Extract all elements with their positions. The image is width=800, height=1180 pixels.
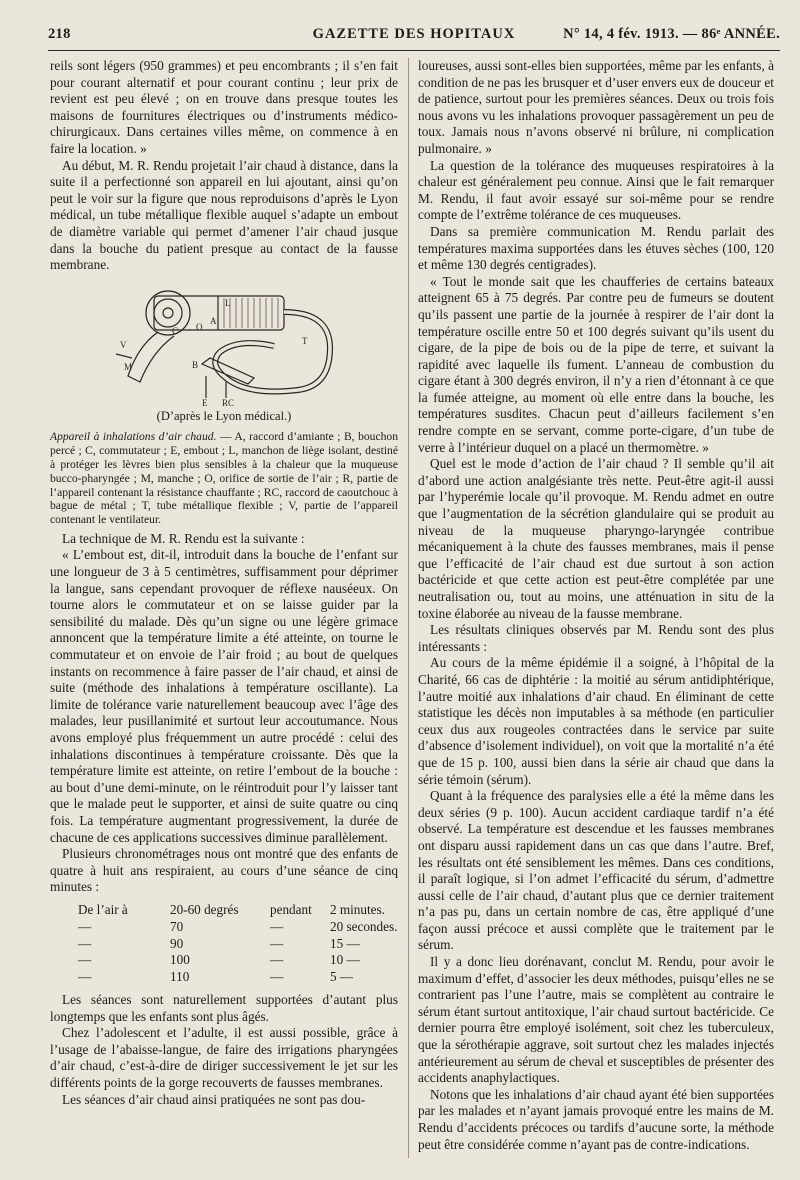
paragraph: Au cours de la même épidémie il a soigné, à l’hôpital de la Charité, 66 cas de diphtérie : la moitié au sérum antidiphtérique, l’autre moitié aux inhalations d’air chaud. En éliminant de cette statistique les décès non imputables à sa méthode (en particulier ceux dus aux rougeoles contractées dans le service par suite d’absence d’isolement individuel), on voit que la mortalité n’a été que de 15 p. 100, aussi bien dans la série air chaud que dans la série témoin (sérum). [418, 655, 774, 787]
apparatus-figure [98, 286, 348, 406]
table-cell: — [270, 918, 284, 934]
figure-legend [50, 430, 398, 527]
figure-label: L [225, 297, 231, 308]
figure-label: V [120, 339, 127, 350]
figure-label: T [302, 335, 308, 346]
table-cell: 90 [170, 935, 184, 951]
table-row [50, 969, 398, 986]
paragraph: Quel est le mode d’action de l’air chaud ? Il semble qu’il ait d’abord une action analgésiante très nette. Peut-être agit-il aussi par l’hyperémie locale qu’il provoque. M. Rendu admet en outre que l’augmentation de la sécrétion glandulaire qui se produit au niveau de la muqueuse pharyngo-laryngée contribue mécaniquement à la chute des fausses membranes, mais il pense que l’efficacité de l’air chaud est due surtout à son action bactéricide et que cette action est peut-être complétée par une neutralisation ou, tout au moins, une atténuation in situ de la toxine élaborée au niveau de la fausse membrane. [418, 456, 774, 621]
paragraph: Quant à la fréquence des paralysies elle a été la même dans les deux séries (9 p. 100). Aucun accident cardiaque tardif n’a été observé. La température est descendue et les fausses membranes ont disparu aussi rapidement dans un cas que dans l’autre. Bref, les résultats ont été sensiblement les mêmes. Dans ces conditions, il paraît logique, si l’on admet l’efficacité du sérum, d’admettre aussi celle de l’air chaud, d’autant plus que ce dernier traitement n’a pas pu, dans un certain nombre de cas, être appliqué d’une façon aussi précoce et aussi complète que le traitement par le sérum. [418, 788, 774, 953]
paragraph: Au début, M. R. Rendu projetait l’air chaud à distance, dans la suite il a perfectionné son appareil en lui ajoutant, ainsi qu’on peut le voir sur la figure que nous reproduisons d’après le Lyon médical, un tube métallique flexible auquel s’adapte un embout de diamètre variable qui permet d’amener l’air chaud jusque dans la bouche du patient presque au contact de la fausse membrane. [50, 157, 398, 273]
figure-label: E [202, 397, 208, 406]
paragraph: Notons que les inhalations d’air chaud ayant été bien supportées par les malades et n’ayant jamais provoqué entre les mains de M. Rendu d’accidents précoces ou tardifs d’aucune sorte, la méthode peut être considérée comme n’ayant pas de contre-indications. [418, 1086, 774, 1152]
subheading: La technique de M. R. Rendu est la suivante : [62, 530, 305, 546]
paragraph: « L’embout est, dit-il, introduit dans la bouche de l’enfant sur une longueur de 3 à 5 centimètres, suffisamment pour déprimer la langue, sans cependant provoquer de réflexe nauséeux. On tourne alors le commutateur et on se laisse guider par la sensibilité du malade. Dès qu’un signe ou une légère grimace annoncent que la température limite a été atteinte, on tourne le commutateur et on envoie de l’air froid ; au bout de quelques instants on recommence à faire passer de l’air chaud, et ainsi de suite (méthode des inhalations à température oscillante). La limite de tolérance varie naturellement beaucoup avec l’âge des malades, leur pusillanimité et surtout leur accoutumance. Nous avons employé plus fréquemment un autre procédé : celui des inhalations discontinues à température croissante. Dès que la température limite est atteinte, on retire l’embout de la bouche : au bout d’une demi-minute, on le réintroduit pour l’y laisser tant que le malade peut le supporter, et ainsi de suite quatre ou cinq fois. La température augmentant progressivement, la durée de chacune de ces applications successives diminue parallèlement. [50, 547, 398, 845]
table-cell: pendant [270, 901, 312, 917]
figure-label: C [172, 325, 179, 336]
figure-label: A [210, 315, 217, 326]
issue-info: N° 14, 4 fév. 1913. — 86ᵉ ANNÉE. [563, 26, 780, 42]
figure-label: O [196, 321, 203, 332]
table-cell: 70 [170, 918, 184, 934]
paragraph: Dans sa première communication M. Rendu parlait des températures maxima supportées dans les étuves sèches (100, 120 et même 130 degrés centigrades). [418, 223, 774, 273]
table-cell: — [78, 918, 92, 934]
table-cell: 5 — [330, 969, 354, 985]
journal-title: GAZETTE DES HOPITAUX [312, 26, 516, 42]
table-cell: — [270, 935, 284, 951]
table-row [50, 952, 398, 969]
paragraph: loureuses, aussi sont-elles bien supportées, même par les enfants, à condition de ne pas les brusquer et d’user envers eux de douceur et de patience, surtout pour les premières séances. Deux ou trois fois nous avons vu les inhalations provoquer passagèrement un peu de toux. Jamais nous n’avons observé ni brûlure, ni complication pulmonaire. » [418, 58, 774, 156]
legend-text: — A, raccord d’amiante ; B, bouchon percé ; C, commutateur ; E, embout ; L, manchon de liège isolant, destiné à protéger les lèvres bien plus sensibles à la chaleur que la muqueuse bucco-pharyngée ; M, manche ; O, orifice de sortie de l’air ; R, partie de l’appareil contenant la résistance chauffante ; RC, raccord de caoutchouc à bague de métal ; T, tube métallique flexible ; V, partie de l’appareil contenant le ventilateur. [50, 430, 398, 527]
table-row [50, 902, 398, 919]
left-column [50, 58, 398, 1108]
paragraph: reils sont légers (950 grammes) et peu encombrants ; il s’en fait pour courant alternatif et pour courant continu ; leur prix de revient est peu élevé ; on en trouve dans presque toutes les maisons de fournitures électriques ou d’instruments médico-chirurgicaux. Dans certaines villes même, on commence à en faire la location. » [50, 58, 398, 156]
table-cell: — [270, 969, 284, 985]
table-cell: 100 [170, 952, 190, 968]
paragraph: Plusieurs chronométrages nous ont montré que des enfants de quatre à huit ans respiraient, au cours d’une séance de cinq minutes : [50, 846, 398, 895]
table-cell: 15 — [330, 935, 360, 951]
table-cell: De l’air à [78, 901, 128, 917]
table-cell: 20-60 degrés [170, 901, 239, 917]
paragraph: Les séances d’air chaud ainsi pratiquées ne sont pas dou- [62, 1091, 366, 1107]
paragraph: Les résultats cliniques observés par M. Rendu sont des plus intéressants : [418, 622, 774, 654]
header-rule [48, 50, 780, 51]
paragraph: « Tout le monde sait que les chaufferies de certains bateaux atteignent 65 à 75 degrés. Par contre peu de fumeurs se doutent qu’ils passent une partie de la journée à respirer de l’air dont la température oscille entre 50 et 100 degrés suivant qu’ils usent du cigare, de la pipe de bois ou de la pipe de terre, et suivant la rapidité avec laquelle ils fument. L’anneau de combustion du cigare étant à 300 degrés environ, il n’y a rien d’étonnant à ce que la fumée atteigne, au moment où elle entre dans la bouche, les températures susdites. Chacun peut d’ailleurs facilement s’en rendre compte en se servant, comme porte-cigare, d’un tube de verre à l’intérieur duquel on a placé un thermomètre. » [418, 273, 774, 455]
right-column [418, 58, 774, 1153]
apparatus-drawing [98, 286, 348, 406]
table-cell: 10 — [330, 952, 360, 968]
paragraph: Il y a donc lieu dorénavant, conclut M. Rendu, pour avoir le maximum d’effet, d’associer les deux méthodes, puisqu’elles ne se contrarient pas l’une l’autre, mais se complètent au contraire le sérum étant surtout antitoxique, l’air chaud surtout bactéricide. Ce dernier pourra être employé isolément, soit chez les tuberculeux, que la sérothérapie aggrave, soit surtout chez les malades injectés antérieurement au sérum de cheval et susceptibles de présenter des accidents anaphylactiques. [418, 954, 774, 1086]
table-cell: 2 minutes. [330, 901, 385, 917]
table-cell: 110 [170, 969, 190, 985]
figure-caption: (D’après le Lyon médical.) [156, 408, 292, 423]
paragraph: Les séances sont naturellement supportées d’autant plus longtemps que les enfants sont plus âgés. [50, 991, 398, 1024]
figure-label: B [192, 359, 199, 370]
table-row [50, 936, 398, 953]
timing-table [50, 902, 398, 986]
paragraph: La question de la tolérance des muqueuses respiratoires à la chaleur est généralement peu connue. Ainsi que le fait remarquer M. Rendu, il faut avoir essayé sur soi-même pour se rendre compte de l’extrême tolérance de ces muqueuses. [418, 157, 774, 223]
legend-title: Appareil à inhalations d’air chaud. [50, 430, 217, 444]
page-header [48, 26, 780, 48]
column-divider [408, 58, 409, 1158]
figure-label: M [124, 361, 133, 372]
table-cell: — [78, 969, 92, 985]
table-cell: — [270, 952, 284, 968]
paragraph: Chez l’adolescent et l’adulte, il est aussi possible, grâce à l’usage de l’abaisse-langue, de faire des irrigations pharyngées d’air chaud, c’est-à-dire de diriger successivement le jet sur les différents points de la gorge recouverts de fausses membranes. [50, 1025, 398, 1090]
table-cell: 20 secondes. [330, 918, 398, 934]
table-cell: — [78, 952, 92, 968]
table-cell: — [78, 935, 92, 951]
page-number: 218 [48, 26, 71, 42]
table-row [50, 919, 398, 936]
figure-label: RC [222, 397, 235, 406]
